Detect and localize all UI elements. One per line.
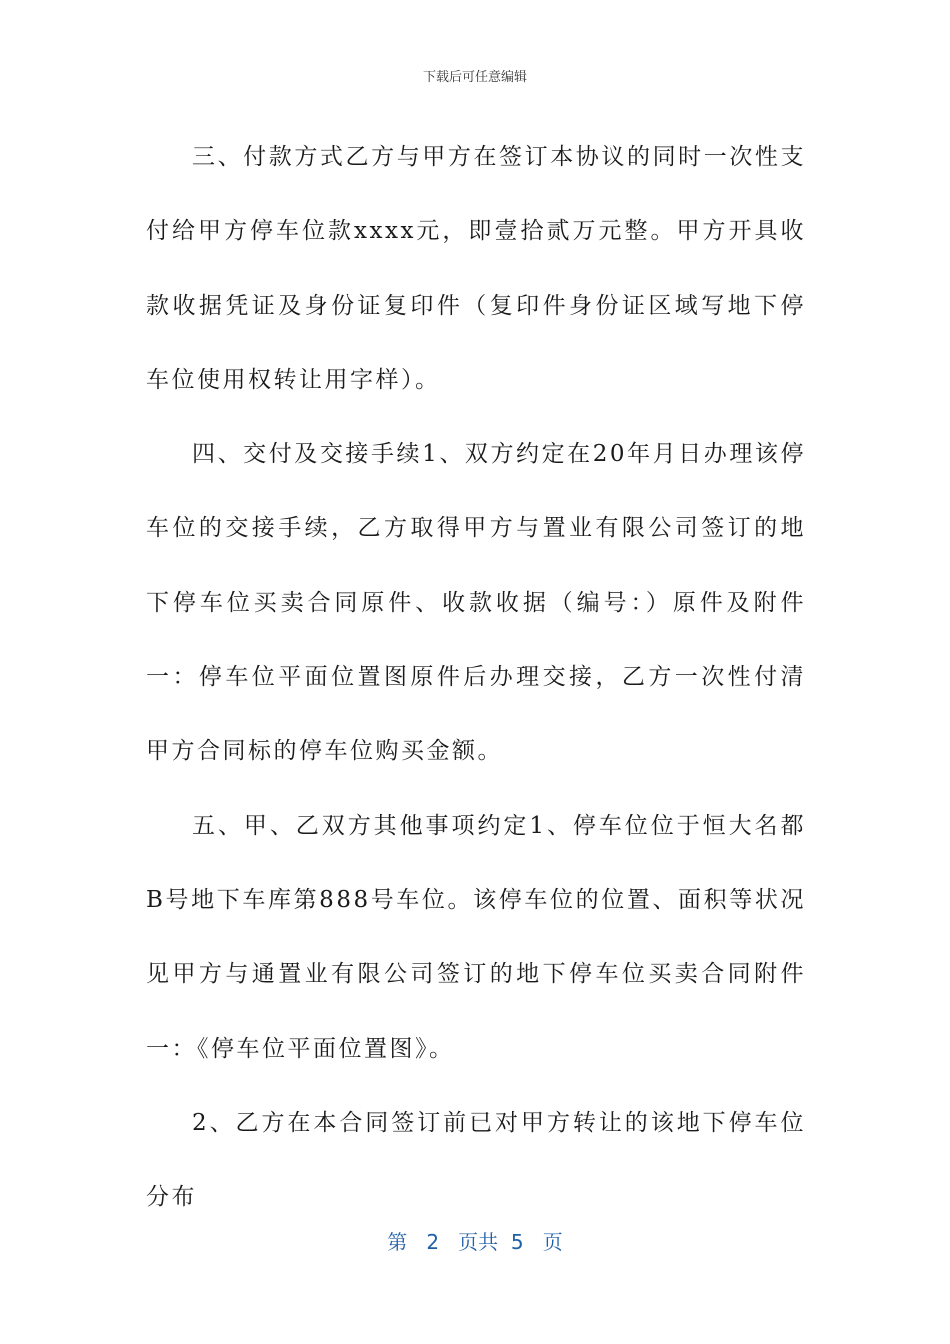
footer-middle: 页共 [458,1230,499,1254]
paragraph-handover: 四、交付及交接手续1、双方约定在20年月日办理该停车位的交接手续，乙方取得甲方与置业有限公司签订的地下停车位买卖合同原件、收款收据（编号：）原件及附件一：停车位平面位置图原件后办理交接，乙方一次性付清甲方合同标的停车位购买金额。 [146,441,806,765]
paragraph-other-terms: 五、甲、乙双方其他事项约定1、停车位位于恒大名都B号地下车库第888号车位。该停车位的位置、面积等状况见甲方与通置业有限公司签订的地下停车位买卖合同附件一：《停车位平面位置图》。 [146,812,806,1062]
footer-suffix: 页 [542,1230,563,1254]
paragraph-payment: 三、付款方式乙方与甲方在签订本协议的同时一次性支付给甲方停车位款xxxx元，即壹拾贰万元整。甲方开具收款收据凭证及身份证复印件（复印件身份证区域写地下停车位使用权转让用字样）。 [146,144,806,393]
document-body [146,120,806,1234]
page-header: 下载后可任意编辑 [422,70,527,85]
page-number-footer [0,1226,950,1255]
current-page-number: 2 [426,1230,440,1254]
total-pages-number: 5 [510,1230,524,1254]
footer-prefix: 第 [387,1230,408,1254]
paragraph-clause-2: 2、乙方在本合同签订前已对甲方转让的该地下停车位分布 [146,1109,806,1211]
